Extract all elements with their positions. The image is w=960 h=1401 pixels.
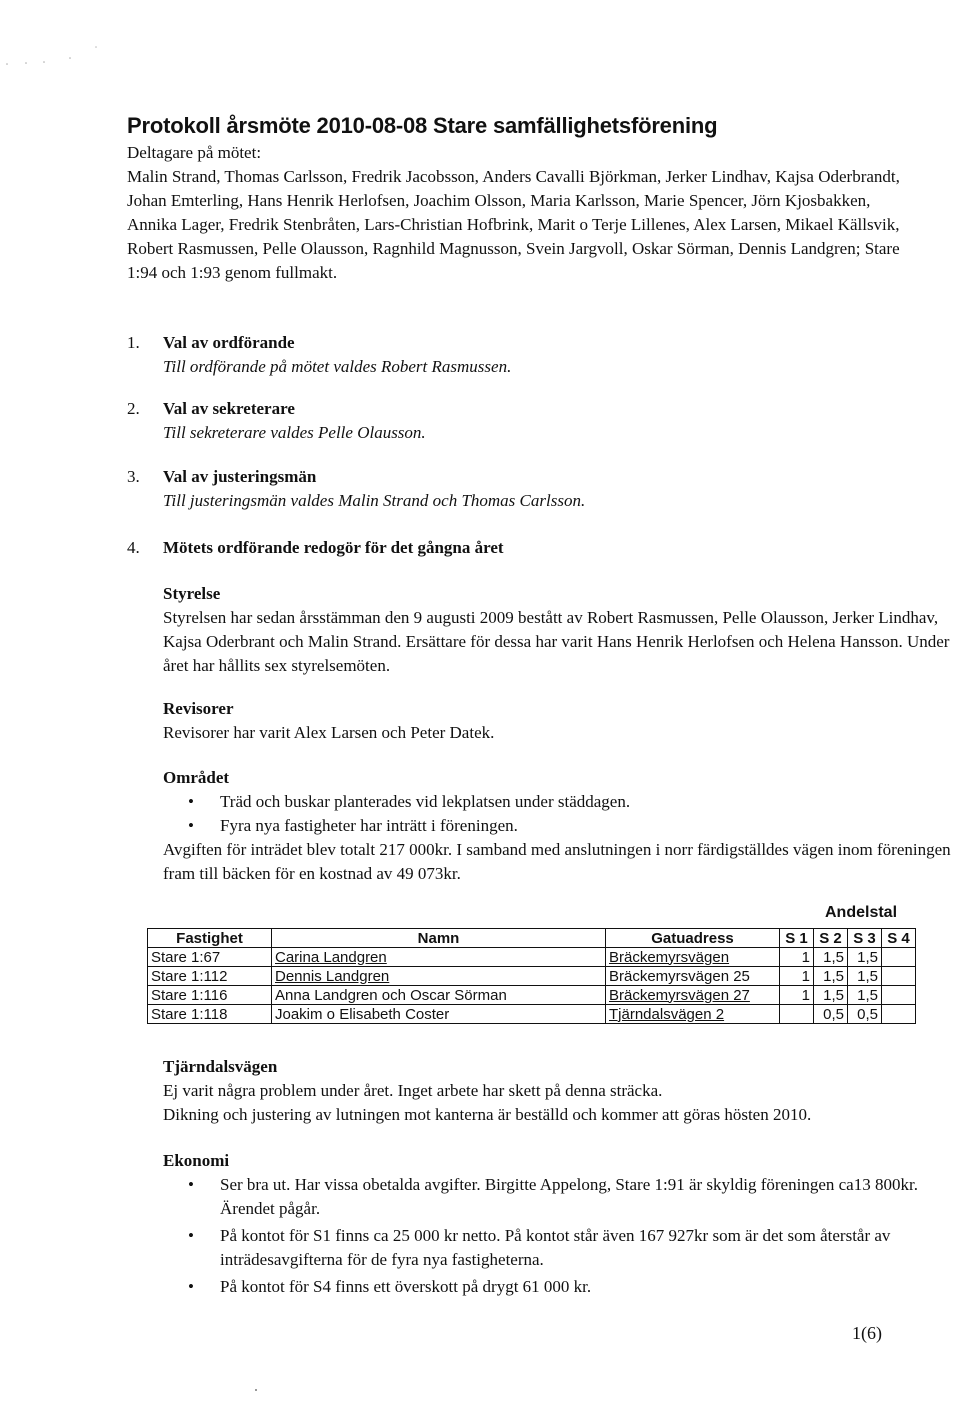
- agenda-number: 1.: [127, 333, 140, 352]
- section-heading: Revisorer: [163, 699, 234, 718]
- table-cell: 1: [780, 948, 814, 967]
- table-cell: Anna Landgren och Oscar Sörman: [272, 986, 606, 1005]
- table-cell: 1,5: [814, 967, 848, 986]
- table-cell: 1,5: [814, 948, 848, 967]
- scan-specks: [4, 40, 114, 70]
- column-header: S 1: [780, 929, 814, 948]
- column-header: S 3: [848, 929, 882, 948]
- list-item: • Träd och buskar planterades vid lekplatsen under städdagen.: [163, 790, 953, 814]
- agenda-heading: Mötets ordförande redogör för det gångna året: [163, 538, 504, 557]
- table-cell: Stare 1:112: [148, 967, 272, 986]
- section-heading: Styrelse: [163, 584, 221, 603]
- table-cell: Joakim o Elisabeth Coster: [272, 1005, 606, 1024]
- agenda-number: 4.: [127, 538, 140, 557]
- table-cell: [780, 1005, 814, 1024]
- list-item: • Fyra nya fastigheter har inträtt i föreningen.: [163, 814, 953, 838]
- agenda-number: 2.: [127, 399, 140, 418]
- omradet-section: [163, 766, 953, 886]
- section-text: Dikning och justering av lutningen mot kanterna är beställd och kommer att göras hösten 2010.: [163, 1105, 812, 1124]
- section-text: Revisorer har varit Alex Larsen och Peter Datek.: [163, 723, 495, 742]
- table-cell: Dennis Landgren: [272, 967, 606, 986]
- agenda-result: Till ordförande på mötet valdes Robert Rasmussen.: [163, 357, 512, 376]
- table-cell: [882, 1005, 916, 1024]
- list-item: • Ser bra ut. Har vissa obetalda avgifter. Birgitte Appelong, Stare 1:91 är skyldig föreningen ca13 800kr. Ärendet pågår.: [163, 1173, 953, 1221]
- table-cell: Bräckemyrsvägen: [606, 948, 780, 967]
- table-cell: 1,5: [848, 986, 882, 1005]
- section-heading: Området: [163, 768, 230, 787]
- table-cell: 0,5: [814, 1005, 848, 1024]
- property-table: [147, 928, 916, 1024]
- table-cell: 1,5: [848, 967, 882, 986]
- column-header: Fastighet: [148, 929, 272, 948]
- table-cell: 1,5: [814, 986, 848, 1005]
- table-cell: Stare 1:116: [148, 986, 272, 1005]
- table-cell: Bräckemyrsvägen 27: [606, 986, 780, 1005]
- table-row: [148, 1005, 916, 1024]
- agenda-heading: Val av sekreterare: [163, 399, 295, 418]
- scan-speck: [255, 1389, 257, 1391]
- column-header: S 4: [882, 929, 916, 948]
- table-cell: [882, 948, 916, 967]
- table-cell: Stare 1:118: [148, 1005, 272, 1024]
- ekonomi-section: [163, 1149, 953, 1299]
- table-cell: 1: [780, 986, 814, 1005]
- agenda-result: Till sekreterare valdes Pelle Olausson.: [163, 423, 426, 442]
- table-cell: [882, 967, 916, 986]
- table-cell: 1,5: [848, 948, 882, 967]
- table-cell: Stare 1:67: [148, 948, 272, 967]
- table-cell: Tjärndalsvägen 2: [606, 1005, 780, 1024]
- agenda-item-4: [127, 536, 504, 560]
- page-number: 1(6): [852, 1323, 882, 1343]
- section-heading: Tjärndalsvägen: [163, 1057, 278, 1076]
- document-title: Protokoll årsmöte 2010-08-08 Stare samfällighetsförening: [127, 113, 718, 138]
- omradet-bullets: [163, 790, 953, 838]
- ekonomi-bullets: [163, 1173, 953, 1299]
- column-header: Gatuadress: [606, 929, 780, 948]
- agenda-heading: Val av ordförande: [163, 333, 295, 352]
- table-cell: Carina Landgren: [272, 948, 606, 967]
- participants-block: [127, 141, 907, 285]
- table-cell: [882, 986, 916, 1005]
- agenda-item-1: [127, 331, 511, 379]
- table-cell: 1: [780, 967, 814, 986]
- column-header: Namn: [272, 929, 606, 948]
- agenda-heading: Val av justeringsmän: [163, 467, 317, 486]
- list-item: • På kontot för S4 finns ett överskott på drygt 61 000 kr.: [163, 1275, 953, 1299]
- table-cell: Bräckemyrsvägen 25: [606, 967, 780, 986]
- revisorer-section: [163, 697, 953, 745]
- agenda-result: Till justeringsmän valdes Malin Strand och Thomas Carlsson.: [163, 491, 586, 510]
- table-row: [148, 948, 916, 967]
- agenda-item-3: [127, 465, 585, 513]
- table-header-row: [148, 929, 916, 948]
- section-heading: Ekonomi: [163, 1151, 230, 1170]
- andelstal-label: Andelstal: [825, 904, 898, 921]
- table-row: [148, 967, 916, 986]
- section-text: Avgiften för inträdet blev totalt 217 000kr. I samband med anslutningen i norr färdigställdes vägen inom föreningen fram till bäcken för en kostnad av 49 073kr.: [163, 840, 951, 883]
- participants-list: Malin Strand, Thomas Carlsson, Fredrik Jacobsson, Anders Cavalli Björkman, Jerker Lindhav, Kajsa Oderbrandt, Johan Emterling, Hans Henrik Herlofsen, Joachim Olsson, Maria Karlsson, Marie Spencer, Jörn Kjosbakken, Annika Lager, Fredrik Stenbråten, Lars-Christian Hofbrink, Marit o Terje Lillenes, Alex Larsen, Mikael Källsvik, Robert Rasmussen, Pelle Olausson, Ragnhild Magnusson, Svein Jargvoll, Oskar Sörman, Dennis Landgren; Stare 1:94 och 1:93 genom fullmakt.: [127, 167, 900, 282]
- table-cell: 0,5: [848, 1005, 882, 1024]
- styrelse-section: [163, 582, 953, 678]
- column-header: S 2: [814, 929, 848, 948]
- participants-label: Deltagare på mötet:: [127, 143, 262, 162]
- tjarndalsvagen-section: [163, 1055, 953, 1127]
- agenda-item-2: [127, 397, 426, 445]
- section-text: Ej varit några problem under året. Inget arbete har skett på denna sträcka.: [163, 1081, 663, 1100]
- section-text: Styrelsen har sedan årsstämman den 9 augusti 2009 bestått av Robert Rasmussen, Pelle Olausson, Jerker Lindhav, Kajsa Oderbrant och Malin Strand. Ersättare för dessa har varit Hans Henrik Herlofsen och Helena Hansson. Under året har hållits sex styrelsemöten.: [163, 608, 950, 675]
- list-item: • På kontot för S1 finns ca 25 000 kr netto. På kontot står även 167 927kr som är det som återstår av inträdesavgifterna för de fyra nya fastigheterna.: [163, 1224, 953, 1272]
- table-row: [148, 986, 916, 1005]
- agenda-number: 3.: [127, 467, 140, 486]
